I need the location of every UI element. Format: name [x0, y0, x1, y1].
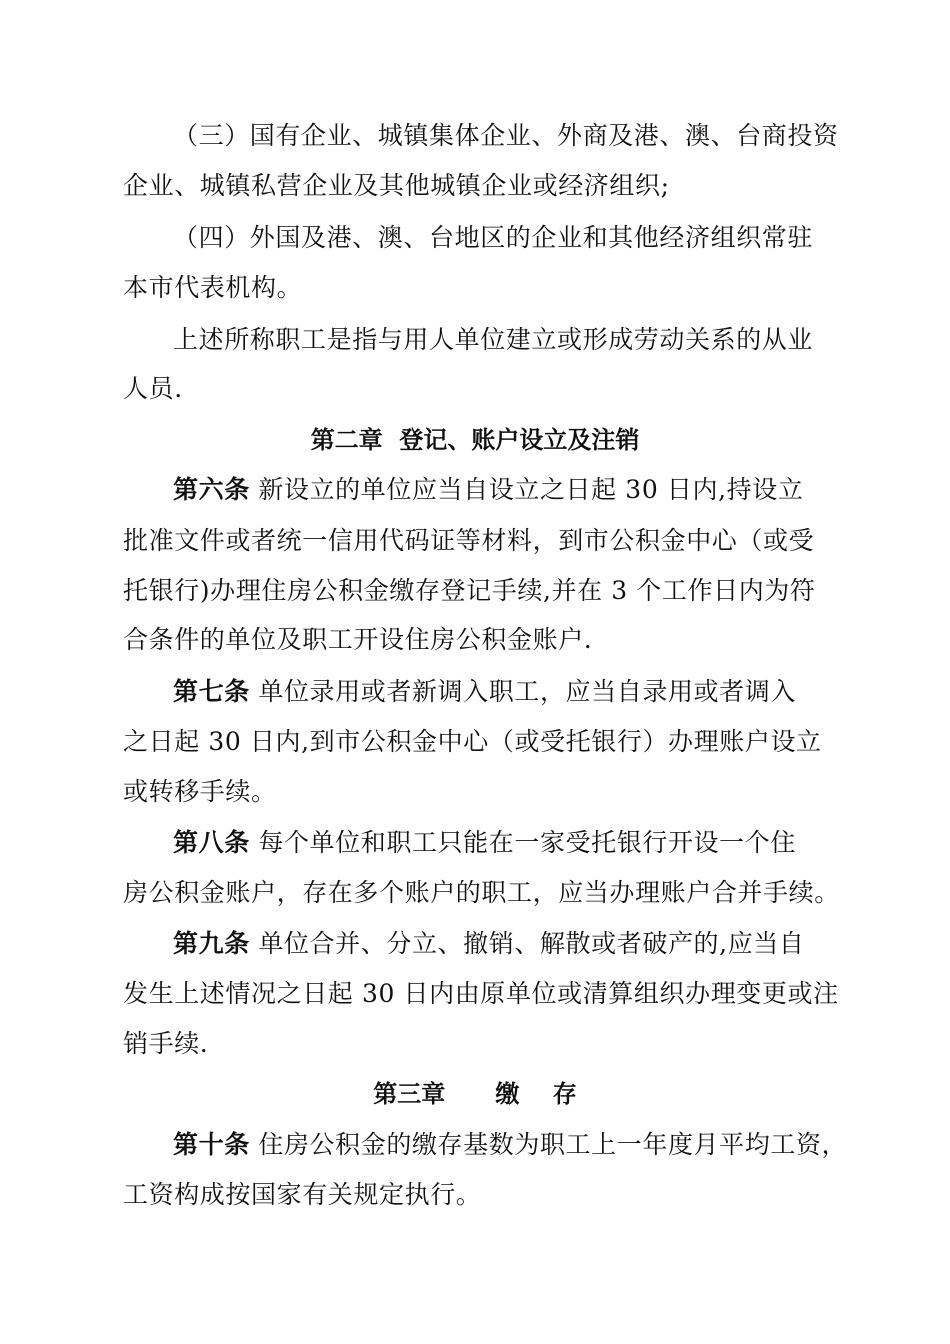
article-label: 第七条 — [173, 677, 250, 706]
chapter-heading: 第二章 登记、账户设立及注销 — [310, 426, 640, 454]
article-text: 每个单位和职工只能在一家受托银行开设一个住 — [249, 828, 796, 857]
paragraph-line: 发生上述情况之日起 30 日内由原单位或清算组织办理变更或注 — [123, 979, 839, 1008]
article-text: 新设立的单位应当自设立之日起 30 日内,持设立 — [249, 475, 804, 504]
paragraph-line: 之日起 30 日内,到市公积金中心（或受托银行）办理账户设立 — [123, 727, 822, 756]
article-label: 第九条 — [173, 929, 250, 958]
paragraph-line: 工资构成按国家有关规定执行。 — [123, 1180, 482, 1209]
paragraph-line: 批准文件或者统一信用代码证等材料，到市公积金中心（或受 — [123, 526, 815, 555]
paragraph-line: 企业、城镇私营企业及其他城镇企业或经济组织; — [123, 171, 670, 200]
paragraph-line: 上述所称职工是指与用人单位建立或形成劳动关系的从业 — [173, 325, 814, 354]
paragraph-line: 销手续. — [123, 1029, 209, 1058]
article-line — [173, 928, 805, 960]
article-label: 第十条 — [173, 1130, 250, 1159]
paragraph-line: （三）国有企业、城镇集体企业、外商及港、澳、台商投资 — [173, 121, 839, 150]
article-line — [173, 1129, 847, 1161]
article-text: 住房公积金的缴存基数为职工上一年度月平均工资， — [249, 1130, 848, 1159]
paragraph-line: 或转移手续。 — [123, 777, 277, 806]
article-line — [173, 676, 796, 708]
paragraph-line: 本市代表机构。 — [123, 273, 303, 302]
article-text: 单位合并、分立、撤销、解散或者破产的,应当自 — [249, 929, 805, 958]
paragraph-line: 托银行)办理住房公积金缴存登记手续,并在 3 个工作日内为符 — [123, 576, 816, 605]
article-line — [173, 827, 796, 859]
article-text: 单位录用或者新调入职工，应当自录用或者调入 — [249, 677, 796, 706]
paragraph-line: 人员. — [123, 374, 183, 403]
article-label: 第六条 — [173, 475, 250, 504]
article-label: 第八条 — [173, 828, 250, 857]
paragraph-line: 房公积金账户，存在多个账户的职工，应当办理账户合并手续。 — [123, 878, 840, 907]
chapter-heading: 第三章 缴 存 — [373, 1080, 577, 1108]
paragraph-line: 合条件的单位及职工开设住房公积金账户. — [123, 625, 593, 654]
paragraph-line: （四）外国及港、澳、台地区的企业和其他经济组织常驻 — [173, 223, 814, 252]
article-line — [173, 474, 803, 506]
